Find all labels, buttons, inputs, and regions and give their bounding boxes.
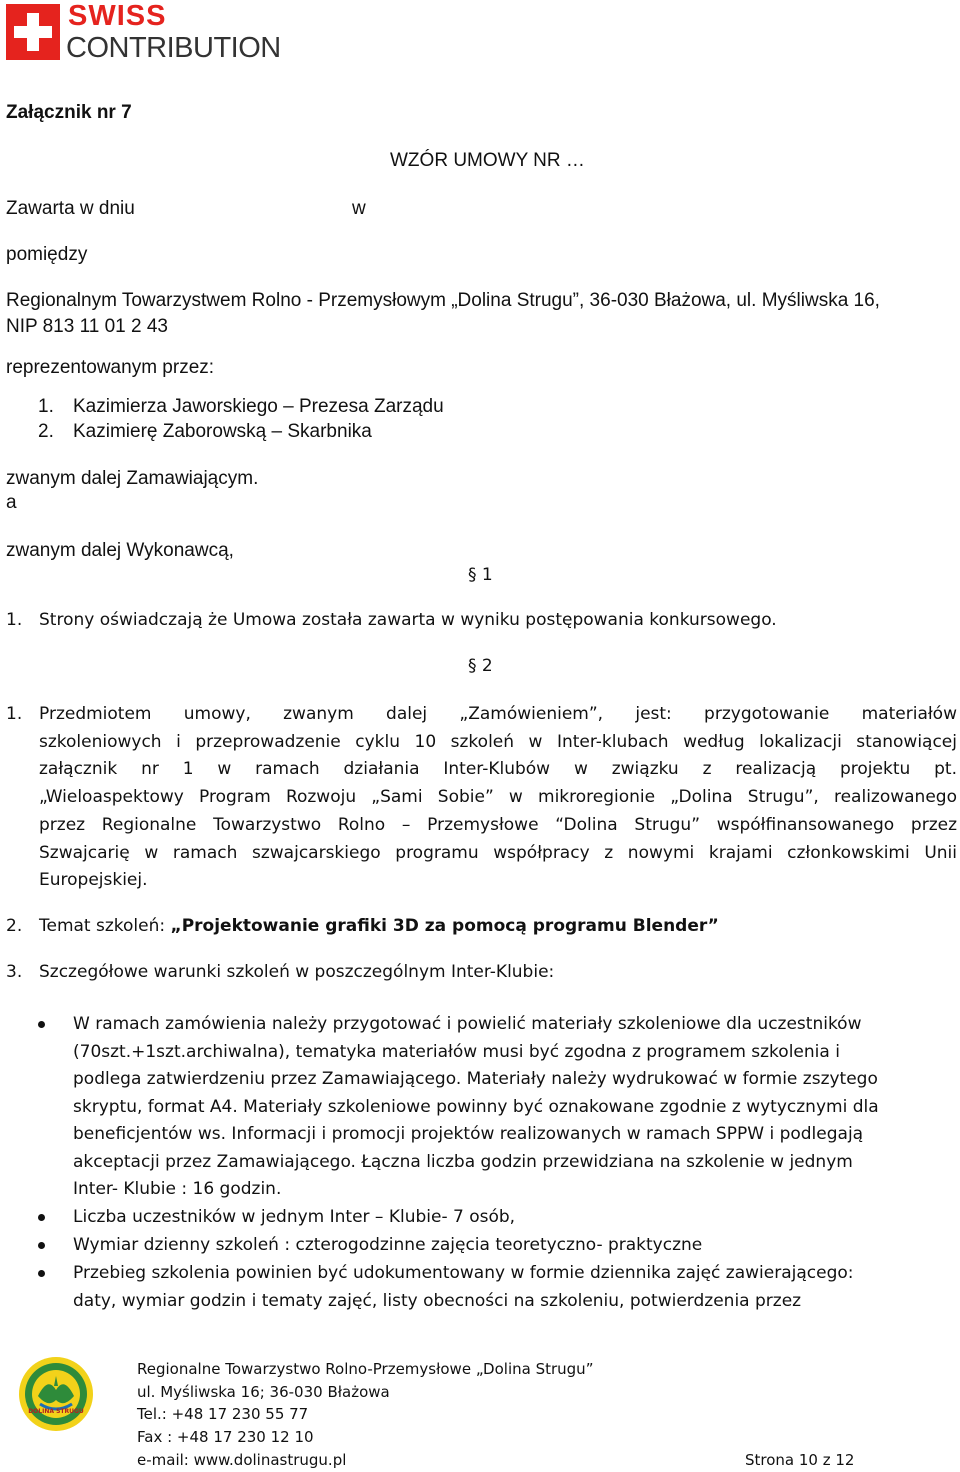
paragraph-line: Europejskiej. [39,870,148,891]
paragraph-line: szkoleniowych i przeprowadzenie cyklu 10 szkoleń w Inter-klubach według lokalizacji stanowiącej [39,731,957,752]
training-topic-title: „Projektowanie grafiki 3D za pomocą programu Blender” [170,916,719,936]
rep1-number: 1. [38,396,54,417]
swiss-flag-icon [6,4,60,60]
bullet-item-materials [73,1011,879,1204]
rep2-number: 2. [38,421,54,442]
bullet-line: Przebieg szkolenia powinien być udokumentowany w formie dziennika zajęć zawierającego: [73,1263,854,1283]
training-topic-label: Temat szkoleń: [39,916,171,936]
and-label: a [6,492,17,513]
bullet-item-documentation [73,1260,854,1315]
bullet-line: beneficjentów ws. Informacji i promocji projektów realizowanych w ramach SPPW i podlegają [73,1124,864,1144]
logo-caption: DOLINA STRUGU [28,1408,84,1415]
paragraph-line: załącznik nr 1 w ramach działania Inter-Klubów w związku z realizacją projektu pt. [39,759,957,780]
ordering-party-label: zwanym dalej Zamawiającym. [6,468,259,489]
footer-organization: Regionalne Towarzystwo Rolno-Przemysłowe „Dolina Strugu” [137,1360,594,1378]
party1-line1: Regionalnym Towarzystwem Rolno - Przemysłowym „Dolina Strugu”, 36-030 Błażowa, ul. Myśliwska 16, [6,290,880,311]
section2-item2 [39,916,719,936]
bullet-line: Inter- Klubie : 16 godzin. [73,1179,282,1199]
annex-label: Załącznik nr 7 [6,102,132,123]
bullet-line: W ramach zamówienia należy przygotować i powielić materiały szkoleniowe dla uczestników [73,1014,862,1034]
logo-text-swiss: SWISS [68,0,167,32]
logo-text-contribution: CONTRIBUTION [66,32,281,64]
footer-fax: Fax : +48 17 230 12 10 [137,1428,314,1446]
bullet-line: (70szt.+1szt.archiwalna), tematyka materiałów musi być zgodna z programem szkolenia i [73,1041,840,1062]
section2-item3-text: Szczegółowe warunki szkoleń w poszczególnym Inter-Klubie: [39,962,555,982]
section1-item1-number: 1. [6,610,23,630]
footer-address: ul. Myśliwska 16; 36-030 Błażowa [137,1383,390,1401]
section2-item2-number: 2. [6,916,23,936]
bullet-line: podlega zatwierdzeniu przez Zamawiającego. Materiały należy wydrukować w formie zszytego [73,1069,878,1089]
bullet-line: Liczba uczestników w jednym Inter – Klubie- 7 osób, [73,1207,516,1227]
between-label: pomiędzy [6,244,88,265]
paragraph-line: „Wieloaspektowy Program Rozwoju „Sami Sobie” w mikroregionie „Dolina Strugu”, realizowanego [39,787,957,808]
bullet-icon [38,1270,45,1277]
bullet-line: skryptu, format A4. Materiały szkoleniowe powinny być oznakowane zgodnie z wytycznymi dla [73,1096,879,1117]
footer-phone: Tel.: +48 17 230 55 77 [137,1405,309,1423]
paragraph-line: Szwajcarię w ramach szwajcarskiego programu współpracy z nowymi krajami członkowskimi Unii [39,842,957,863]
bullet-line: akceptacji przez Zamawiającego. Łączna liczba godzin przewidziana na szkolenie w jednym [73,1151,853,1172]
bullet-icon [38,1214,45,1221]
concluded-on-label: Zawarta w dniu [6,198,135,219]
dolina-strugu-logo [18,1356,94,1432]
section2-item1-number: 1. [6,704,23,724]
section2-item3-number: 3. [6,962,23,982]
section2-heading: § 2 [468,656,493,676]
bullet-icon [38,1242,45,1249]
footer-email: e-mail: www.dolinastrugu.pl [137,1451,347,1469]
concluded-in-label: w [352,198,366,219]
section1-item1-text: Strony oświadczają że Umowa została zawarta w wyniku postępowania konkursowego. [39,610,777,630]
page-number: Strona 10 z 12 [745,1451,855,1469]
bullet-item-participants [73,1204,515,1232]
paragraph-line: przez Regionalne Towarzystwo Rolno – Przemysłowe “Dolina Strugu” współfinansowanego przez [39,814,957,835]
bullet-line: Wymiar dzienny szkoleń : czterogodzinne zajęcia teoretyczno- praktyczne [73,1235,703,1255]
rep1-name: Kazimierza Jaworskiego – Prezesa Zarządu [73,396,444,417]
represented-by-label: reprezentowanym przez: [6,357,215,378]
bullet-line: daty, wymiar godzin i tematy zajęć, listy obecności na szkoleniu, potwierdzenia przez [73,1290,802,1311]
document-title: WZÓR UMOWY NR … [390,150,585,171]
section2-item1-paragraph [39,701,957,895]
contractor-label: zwanym dalej Wykonawcą, [6,540,234,561]
section1-heading: § 1 [468,565,493,585]
rep2-name: Kazimierę Zaborowską – Skarbnika [73,421,372,442]
party1-nip: NIP 813 11 01 2 43 [6,316,168,337]
paragraph-line: Przedmiotem umowy, zwanym dalej „Zamówieniem”, jest: przygotowanie materiałów [39,704,957,724]
bullet-icon [38,1021,45,1028]
bullet-item-daily-schedule [73,1232,702,1260]
